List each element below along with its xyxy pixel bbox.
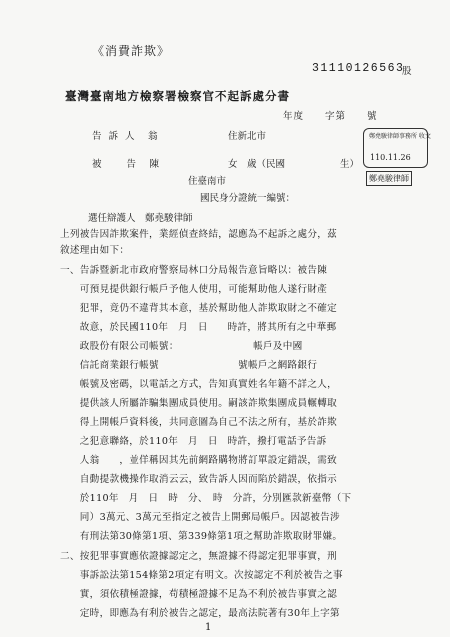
stamp-top-text: 鄭堯駿律師事務所 收文 xyxy=(369,133,431,140)
case-number: 年度 字第 號 xyxy=(283,111,378,122)
stamp-name: 鄭堯駿律師 xyxy=(366,171,412,186)
document-number: 31110126563 xyxy=(312,62,405,75)
intro-line-2: 敘述理由如下： xyxy=(60,245,130,256)
section1-line: 政股份有限公司帳號： 帳戶及中國 xyxy=(60,341,303,352)
document-title: 臺灣臺南地方檢察署檢察官不起訴處分書 xyxy=(65,89,290,103)
defendant-id: 國民身分證統一編號： xyxy=(200,193,296,204)
section1-line: 故意，於民國110年 月 日 時許，將其所有之中華郵 xyxy=(60,322,337,333)
stamp-date: 110.11.26 xyxy=(370,153,411,162)
defendant-birth: 生） xyxy=(340,159,360,170)
section1-line: 犯罪，竟仍不違背其本意，基於幫助他人詐欺取財之不確定 xyxy=(60,303,338,314)
section1-line: 於110年 月 日 時 分、 時 分許，分別匯款新臺幣（下 xyxy=(60,493,352,504)
page-number: 1 xyxy=(205,622,212,633)
section2-line: 事訴訟法第154條第2項定有明文。次按認定不利於被告之事 xyxy=(60,570,343,581)
section2-line: 定時，即應為有利於被告之認定，最高法院著有30年上字第 xyxy=(60,608,340,619)
section1-line: 提供該人所屬詐騙集團成員使用。嗣該詐欺集團成員輾轉取 xyxy=(60,398,338,409)
intro-line-1: 上列被告因詐欺案件，業經偵查終結，認應為不起訴之處分，茲 xyxy=(60,229,338,240)
section1-line: 一、告訴暨新北市政府警察局林口分局報告意旨略以：被告陳 xyxy=(60,265,328,276)
section2-line: 二、按犯罪事實應依證據認定之，無證據不得認定犯罪事實，刑 xyxy=(60,551,338,562)
section2-line: 實，須依積極證據，苟積極證據不足為不利於被告事實之認 xyxy=(60,589,338,600)
defendant-label: 被 告 陳 xyxy=(92,159,162,170)
section1-line: 同）3萬元、3萬元至指定之被告上開郵局帳戶。因認被告涉 xyxy=(60,512,340,523)
section1-line: 信託商業銀行帳號 號帳戶之網路銀行 xyxy=(60,360,318,371)
section1-line: 得上開帳戶資料後，共同意圖為自己不法之所有，基於詐欺 xyxy=(60,417,338,428)
section1-line: 人翁 ，並佯稱因其先前網路購物將訂單設定錯誤，需致 xyxy=(60,455,338,466)
handwritten-note: 《消費詐欺》 xyxy=(92,44,171,58)
document-suffix: 股 xyxy=(402,66,412,77)
attorney: 選任辯護人 鄭堯駿律師 xyxy=(88,213,193,224)
section1-line: 自動提款機操作取消云云，致告訴人因而陷於錯誤，依指示 xyxy=(60,474,338,485)
defendant-address: 住臺南市 xyxy=(188,176,227,187)
section1-line: 可預見提供銀行帳戶予他人使用，可能幫助他人遂行財產 xyxy=(60,284,328,295)
section1-line: 之犯意聯絡，於110年 月 日 時許，撥打電話予告訴 xyxy=(60,436,327,447)
complainant-address: 住新北市 xyxy=(228,131,267,142)
section1-line: 有刑法第30條第1項、第339條第1項之幫助詐欺取財罪嫌。 xyxy=(60,531,343,542)
section1-line: 帳號及密碼，以電話之方式，告知真實姓名年籍不詳之人， xyxy=(60,379,338,390)
complainant-label: 告 訴 人 翁 xyxy=(92,131,160,142)
defendant-gender: 女 歲（民國 xyxy=(228,159,286,170)
